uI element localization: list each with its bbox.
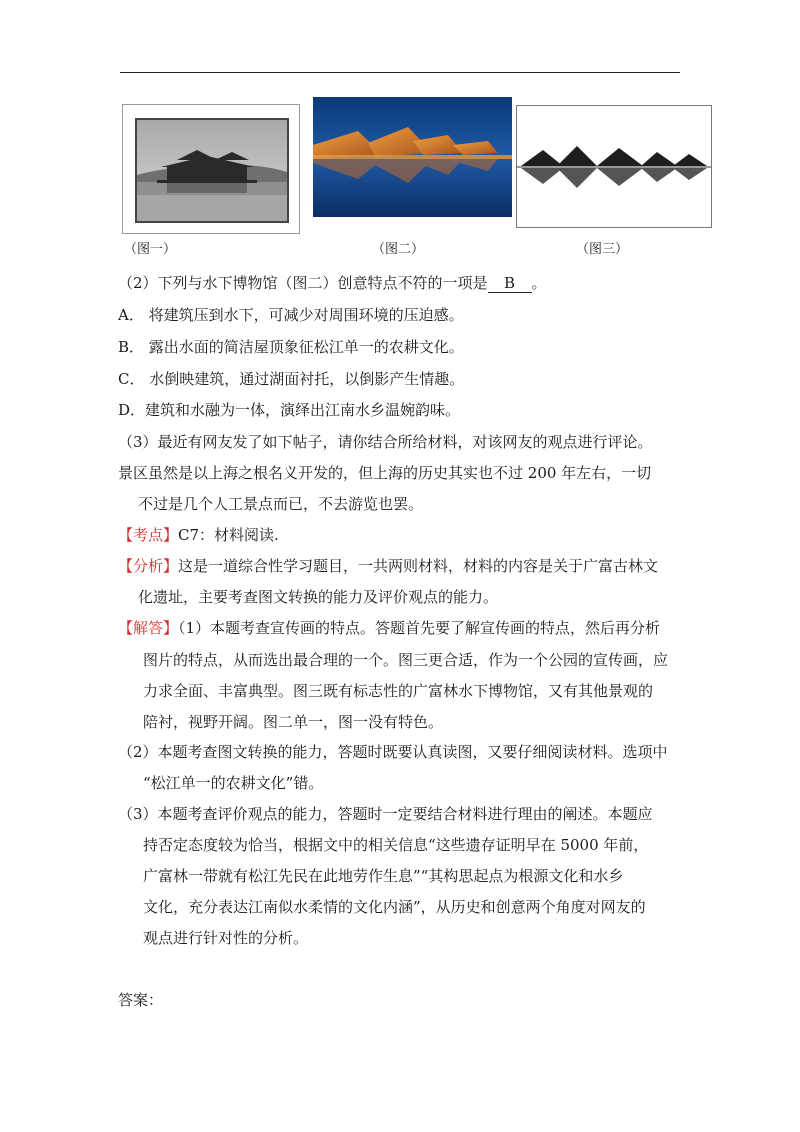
fenxi-line-1 — [118, 556, 658, 576]
jieda-p3-line-4: 文化，充分表达江南似水柔情的文化内涵”，从历史和创意两个角度对网友的 — [143, 898, 646, 916]
jieda-p3-line-5: 观点进行针对性的分析。 — [143, 929, 309, 947]
jieda-p1-line-3: 力求全面、丰富典型。图三既有标志性的广富林水下博物馆，又有其他景观的 — [143, 682, 654, 700]
jieda-p1-line-2: 图片的特点，从而选出最合理的一个。图三更合适，作为一个公园的宣传画，应 — [143, 651, 669, 669]
jieda-tag: 【解答】 — [118, 619, 179, 637]
option-c: C． 水倒映建筑，通过湖面衬托，以倒影产生情趣。 — [118, 370, 465, 388]
jieda-line-1 — [118, 618, 660, 638]
netizen-post-line-1: 景区虽然是以上海之根名义开发的，但上海的历史其实也不过 200 年左右，一切 — [118, 464, 652, 482]
kaodian-tag: 【考点】 — [118, 526, 179, 544]
figure-3-photo — [516, 105, 712, 228]
jieda-p3-line-2: 持否定态度较为恰当，根据文中的相关信息“这些遗存证明早在 5000 年前， — [143, 836, 649, 854]
option-b: B． 露出水面的简洁屋顶象征松江单一的农耕文化。 — [118, 338, 464, 356]
question-2-answer: B — [488, 275, 532, 293]
question-2-stem — [118, 273, 547, 293]
jieda-p3-line-1: （3）本题考查评价观点的能力，答题时一定要结合材料进行理由的阐述。本题应 — [118, 805, 653, 823]
question-3-stem: （3）最近有网友发了如下帖子，请你结合所给材料，对该网友的观点进行评论。 — [118, 433, 653, 451]
option-d: D．建筑和水融为一体，演绎出江南水乡温婉韵味。 — [118, 401, 461, 419]
jieda-p2-line-1: （2）本题考查图文转换的能力，答题时既要认真读图，又要仔细阅读材料。选项中 — [118, 743, 668, 761]
figure-1-image — [135, 118, 289, 223]
jieda-p1-line-4: 陪衬，视野开阔。图二单一，图一没有特色。 — [143, 713, 444, 731]
figure-2-caption: （图二） — [372, 242, 425, 257]
option-a: A． 将建筑压到水下，可减少对周围环境的压迫感。 — [118, 306, 464, 324]
jieda-p1-line-1: （1）本题考查宣传画的特点。答题首先要了解宣传画的特点，然后再分析 — [178, 619, 661, 637]
figure-1-photo — [122, 104, 300, 234]
netizen-post-line-2: 不过是几个人工景点而已，不去游览也罢。 — [138, 495, 424, 513]
kaodian-text: C7：材料阅读. — [178, 526, 279, 544]
question-2-stem-text: （2）下列与水下博物馆（图二）创意特点不符的一项是 — [118, 274, 488, 292]
figure-2-photo — [313, 97, 512, 217]
question-2-stem-end: 。 — [531, 274, 547, 292]
figure-3-caption: （图三） — [576, 242, 629, 257]
fenxi-text-1: 这是一道综合性学习题目，一共两则材料，材料的内容是关于广富古林文 — [178, 557, 659, 575]
figure-1-caption: （图一） — [124, 242, 177, 257]
jieda-p3-line-3: 广富林一带就有松江先民在此地劳作生息”“其构思起点为根源文化和水乡 — [143, 867, 624, 885]
jieda-p2-line-2: “松江单一的农耕文化”错。 — [143, 774, 324, 792]
fenxi-tag: 【分析】 — [118, 557, 179, 575]
fenxi-line-2: 化遗址，主要考查图文转换的能力及评价观点的能力。 — [138, 588, 499, 606]
header-rule — [120, 72, 680, 73]
answer-label: 答案： — [118, 991, 164, 1009]
kaodian — [118, 525, 279, 545]
